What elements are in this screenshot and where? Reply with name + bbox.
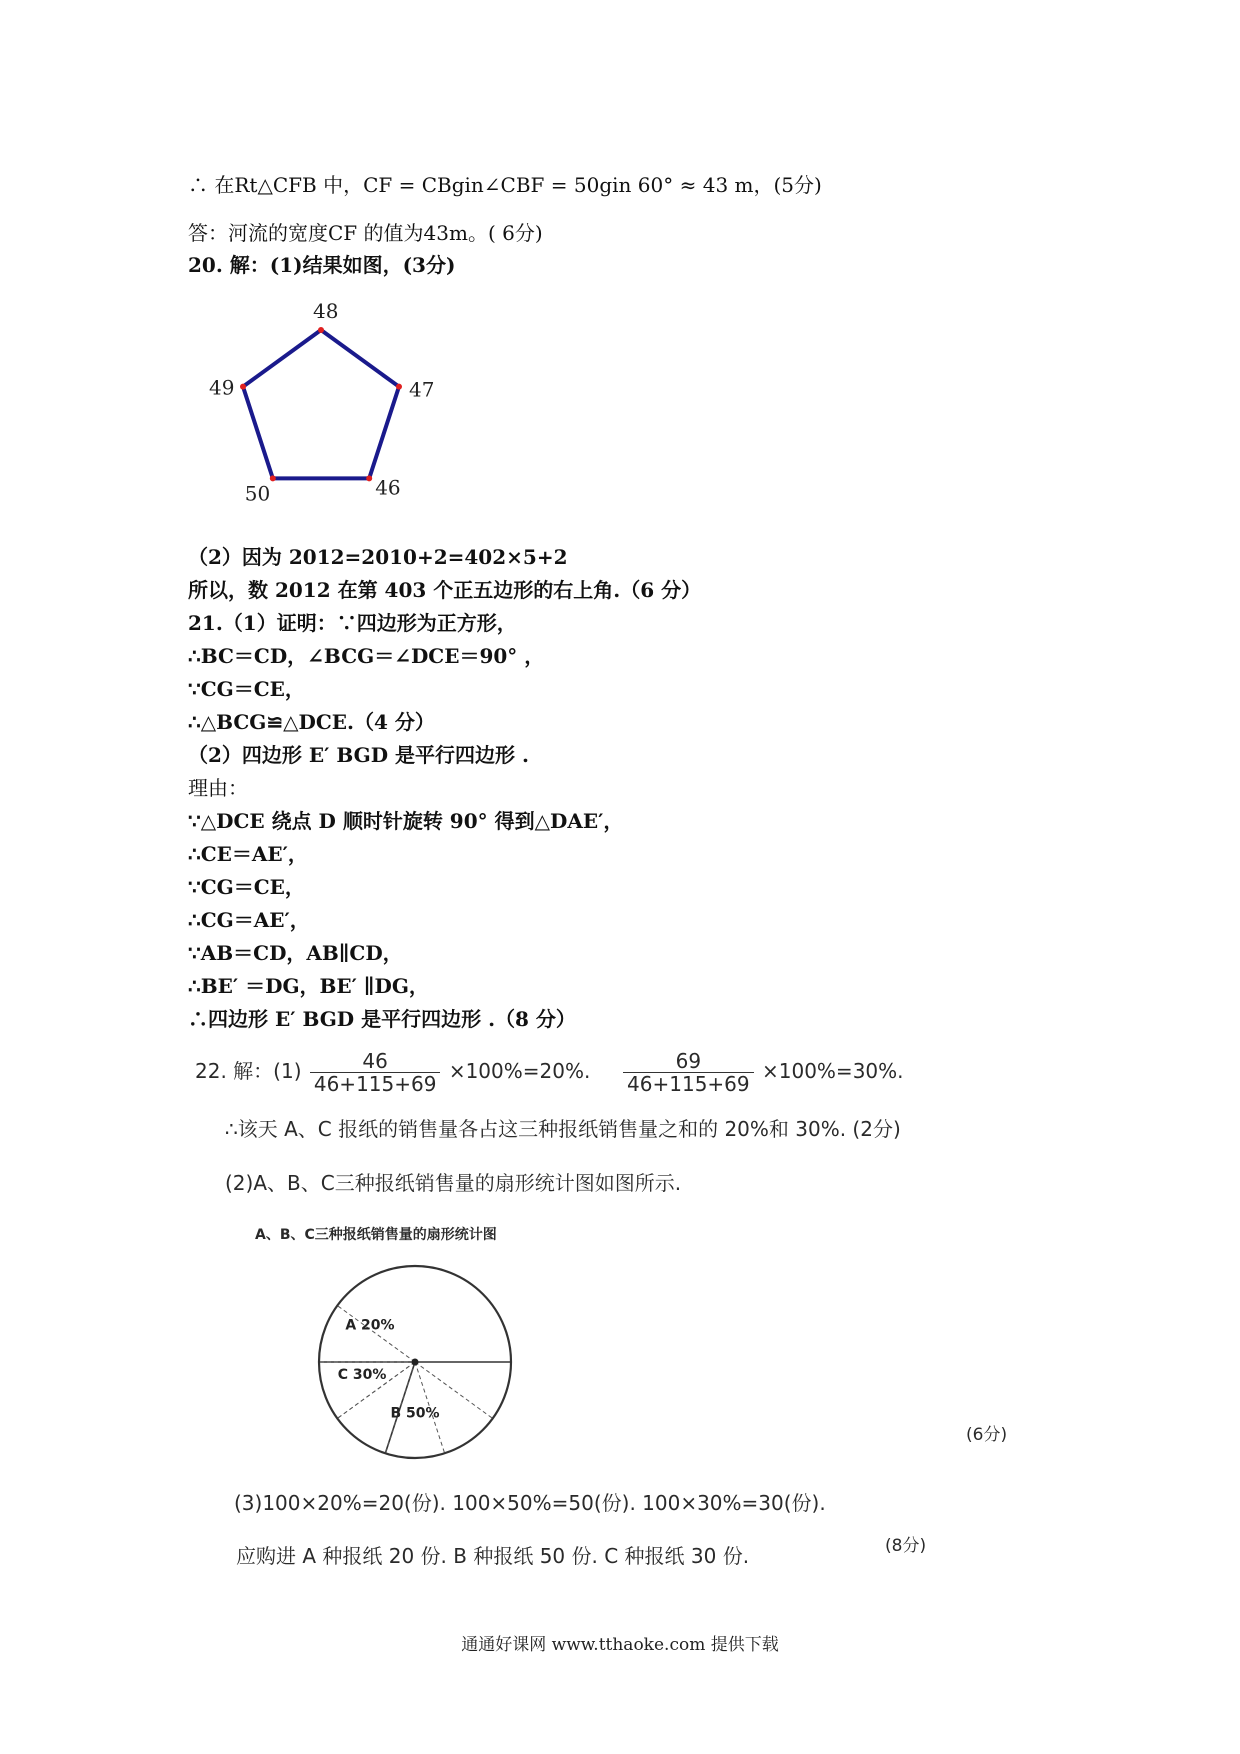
- q20-part2-line1: （2）因为 2012=2010+2=402×5+2: [188, 545, 568, 569]
- pentagon-vertex: [366, 475, 372, 481]
- q21-line: ∴CG＝AE′，: [188, 908, 310, 932]
- q22-line3: (2)A、B、C三种报纸销售量的扇形统计图如图所示.: [225, 1171, 682, 1195]
- q22-score-8: (8分): [885, 1536, 927, 1556]
- q22-line1: [195, 1050, 904, 1095]
- pentagon-outline: [243, 330, 399, 478]
- q22-frac-a-tail: ×100%=20%.: [448, 1059, 591, 1083]
- q21-line: ∵AB＝CD，AB∥CD，: [188, 941, 403, 965]
- q21-line: ∵CG＝CE，: [188, 875, 305, 899]
- pentagon-vertex: [318, 327, 324, 333]
- q21-line: 理由：: [188, 776, 248, 800]
- fraction-numerator: 69: [623, 1050, 754, 1073]
- q21-line: ∴BC＝CD，∠BCG＝∠DCE＝90° ，: [188, 644, 545, 668]
- pentagon-vertex-label: 50: [244, 481, 271, 506]
- q21-line: ∵△DCE 绕点 D 顺时针旋转 90° 得到△DAE′，: [188, 809, 624, 833]
- q20-part2-line2: 所以，数 2012 在第 403 个正五边形的右上角.（6 分）: [188, 578, 702, 602]
- pentagon-vertex-label: 46: [375, 475, 401, 500]
- pentagon-vertex-label: 47: [408, 377, 435, 402]
- q21-line: 21.（1）证明：∵四边形为正方形，: [188, 611, 517, 635]
- q21-line: ∴BE′ ＝DG，BE′ ∥DG，: [188, 974, 429, 998]
- q22-line5: 应购进 A 种报纸 20 份. B 种报纸 50 份. C 种报纸 30 份.: [236, 1544, 750, 1568]
- q21-line: ∴△BCG≌△DCE.（4 分）: [188, 710, 435, 734]
- pie-slice-label: C 30%: [337, 1367, 387, 1384]
- pie-division-line: [337, 1306, 415, 1362]
- footer: 通通好课网 www.tthaoke.com 提供下载: [461, 1635, 779, 1655]
- pentagon-figure: [200, 300, 460, 530]
- pentagon-vertex: [240, 384, 246, 390]
- pentagon-vertex-label: 48: [313, 300, 339, 323]
- q22-line4: (3)100×20%=20(份). 100×50%=50(份). 100×30%=30(份).: [234, 1491, 826, 1515]
- fraction-denominator: 46+115+69: [313, 1072, 437, 1096]
- pentagon-vertex-label: 49: [209, 375, 235, 400]
- q22-frac-c-tail: ×100%=30%.: [762, 1059, 904, 1083]
- q22-fraction-a: [310, 1050, 441, 1095]
- q21-line: （2）四边形 E′ BGD 是平行四边形 .: [188, 743, 529, 767]
- q19-line1: ∴ 在Rt△CFB 中，CF = CBgin∠CBF = 50gin 60° ≈ 43 m，(5分): [188, 173, 822, 197]
- pie-chart: [305, 1252, 525, 1472]
- pentagon-vertex: [396, 384, 402, 390]
- pie-center: [412, 1359, 419, 1366]
- pie-chart-title: A、B、C三种报纸销售量的扇形统计图: [255, 1227, 497, 1243]
- q22-line2: ∴该天 A、C 报纸的销售量各占这三种报纸销售量之和的 20%和 30%. (2分): [225, 1117, 901, 1141]
- q21-line: ∴CE＝AE′，: [188, 842, 308, 866]
- pie-slice-label: B 50%: [390, 1405, 440, 1422]
- fraction-denominator: 46+115+69: [627, 1072, 750, 1096]
- q21-line: ∵CG＝CE，: [188, 677, 305, 701]
- pentagon-vertex: [270, 475, 276, 481]
- fraction-numerator: 46: [310, 1050, 441, 1073]
- q22-prefix: 22. 解：(1): [195, 1059, 302, 1083]
- q20-heading: 20. 解：(1)结果如图，(3分): [188, 253, 456, 277]
- q19-answer: 答：河流的宽度CF 的值为43m。( 6分): [188, 221, 543, 245]
- pie-slice-label: A 20%: [345, 1317, 395, 1334]
- q22-fraction-c: [623, 1050, 754, 1095]
- q21-line: ∴四边形 E′ BGD 是平行四边形 .（8 分）: [188, 1007, 576, 1031]
- q22-score-6: (6分): [966, 1425, 1008, 1445]
